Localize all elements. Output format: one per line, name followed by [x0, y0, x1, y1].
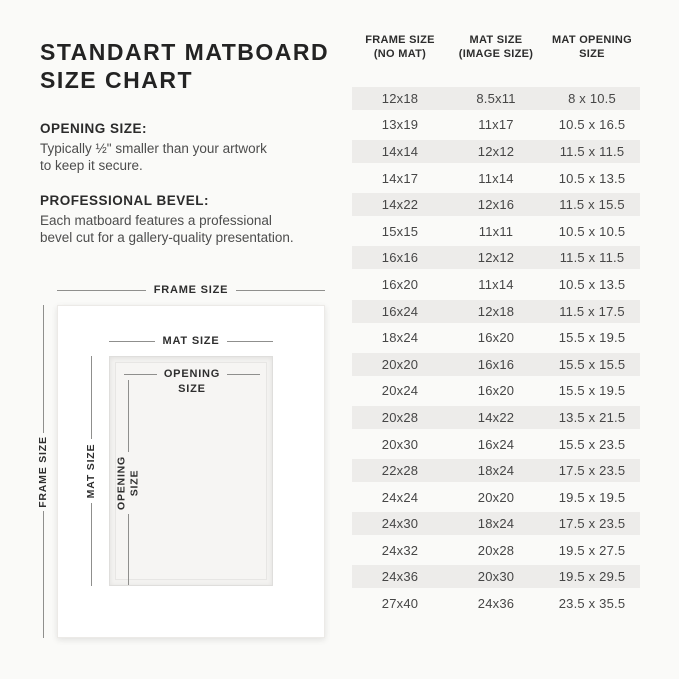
cell-frame-size: 20x20 — [381, 356, 419, 372]
frame-size-side-label: FRAME SIZE — [36, 305, 50, 638]
label-rule-line — [124, 374, 157, 375]
label-rule-line — [43, 305, 44, 433]
cell-frame-size: 14x17 — [381, 170, 419, 186]
cell-frame-size: 24x24 — [381, 489, 419, 505]
page-title — [40, 38, 329, 94]
label-rule-line — [91, 356, 92, 439]
cell-mat-opening-size: 11.5 x 15.5 — [559, 197, 625, 213]
cell-frame-size: 16x24 — [381, 303, 419, 319]
cell-mat-opening-size: 11.5 x 11.5 — [559, 250, 625, 266]
cell-mat-size: 12x12 — [477, 250, 515, 266]
cell-frame-size: 14x22 — [381, 197, 419, 213]
label-rule-line — [236, 290, 325, 291]
table-row — [352, 564, 640, 591]
cell-mat-size: 16x20 — [477, 383, 515, 399]
cell-mat-opening-size: 10.5 x 16.5 — [558, 117, 626, 133]
table-row — [352, 537, 640, 564]
table-row — [352, 298, 640, 325]
cell-mat-opening-size: 15.5 x 19.5 — [558, 330, 626, 346]
cell-mat-opening-size: 19.5 x 19.5 — [558, 489, 626, 505]
table-row — [352, 138, 640, 165]
cell-mat-opening-size: 15.5 x 19.5 — [558, 383, 626, 399]
cell-mat-size: 8.5x11 — [476, 90, 516, 106]
size-table — [352, 33, 640, 617]
cell-mat-size: 11x14 — [478, 276, 514, 292]
opening-size-section — [40, 121, 352, 174]
label-rule-line — [109, 341, 155, 342]
header-mat-opening-size: MAT OPENING SIZE — [551, 34, 633, 60]
table-row — [352, 431, 640, 458]
cell-mat-opening-size: 17.5 x 23.5 — [558, 463, 626, 479]
mat-size-top-label: MAT SIZE — [109, 334, 273, 348]
table-row — [352, 457, 640, 484]
cell-frame-size: 24x30 — [381, 516, 419, 532]
label-rule-line — [57, 290, 146, 291]
cell-mat-opening-size: 10.5 x 10.5 — [558, 223, 626, 239]
cell-mat-size: 12x18 — [477, 303, 515, 319]
cell-mat-opening-size: 23.5 x 35.5 — [558, 596, 626, 612]
mat-diagram — [109, 356, 273, 586]
cell-mat-size: 11x17 — [478, 117, 514, 133]
cell-frame-size: 27x40 — [381, 596, 419, 612]
cell-mat-opening-size: 19.5 x 29.5 — [558, 569, 626, 585]
label-rule-line — [227, 341, 273, 342]
table-row — [352, 378, 640, 405]
label-rule-line — [128, 514, 129, 586]
cell-mat-size: 20x28 — [477, 542, 515, 558]
page-title-line1: STANDART MATBOARD — [40, 39, 330, 65]
frame-size-top-label: FRAME SIZE — [57, 283, 325, 297]
cell-mat-size: 18x24 — [477, 516, 515, 532]
cell-frame-size: 16x20 — [381, 276, 419, 292]
cell-frame-size: 18x24 — [381, 330, 419, 346]
header-frame-size: FRAME SIZE (NO MAT) — [365, 34, 435, 60]
cell-mat-size: 16x16 — [477, 356, 515, 372]
cell-mat-opening-size: 8 x 10.5 — [568, 90, 616, 106]
cell-mat-size: 12x16 — [477, 197, 515, 213]
professional-bevel-heading: PROFESSIONAL BEVEL: — [40, 193, 210, 208]
cell-mat-size: 16x24 — [477, 436, 515, 452]
cell-mat-size: 18x24 — [477, 463, 515, 479]
opening-size-description: Typically ½" smaller than your artwork to keep it secure. — [40, 141, 267, 173]
cell-mat-size: 14x22 — [477, 409, 515, 425]
cell-mat-size: 16x20 — [477, 330, 515, 346]
label-rule-line — [227, 374, 260, 375]
table-row — [352, 191, 640, 218]
mat-size-side-label: MAT SIZE — [84, 356, 98, 586]
table-row — [352, 218, 640, 245]
cell-mat-opening-size: 10.5 x 13.5 — [558, 170, 626, 186]
cell-frame-size: 15x15 — [381, 223, 419, 239]
cell-mat-opening-size: 19.5 x 27.5 — [558, 542, 626, 558]
table-row — [352, 511, 640, 538]
cell-frame-size: 12x18 — [381, 90, 419, 106]
opening-size-side-label: OPENING SIZE — [113, 380, 143, 585]
table-row — [352, 404, 640, 431]
cell-frame-size: 20x30 — [381, 436, 419, 452]
table-row — [352, 271, 640, 298]
label-rule-line — [128, 380, 129, 452]
cell-frame-size: 22x28 — [381, 463, 419, 479]
table-row — [352, 112, 640, 139]
cell-mat-size: 24x36 — [477, 596, 515, 612]
professional-bevel-description: Each matboard features a professional bevel cut for a gallery-quality presentation. — [40, 213, 294, 245]
table-header-row — [352, 33, 640, 61]
cell-mat-opening-size: 10.5 x 13.5 — [558, 276, 626, 292]
header-mat-size: MAT SIZE (IMAGE SIZE) — [458, 34, 534, 60]
cell-mat-size: 11x11 — [478, 223, 514, 239]
cell-mat-size: 12x12 — [477, 143, 515, 159]
opening-size-heading: OPENING SIZE: — [40, 121, 148, 136]
frame-diagram — [57, 305, 325, 638]
cell-mat-opening-size: 15.5 x 23.5 — [558, 436, 626, 452]
professional-bevel-section — [40, 193, 352, 246]
cell-frame-size: 24x36 — [381, 569, 419, 585]
cell-mat-opening-size: 15.5 x 15.5 — [558, 356, 626, 372]
cell-frame-size: 20x28 — [381, 409, 419, 425]
table-row — [352, 484, 640, 511]
cell-mat-size: 20x20 — [477, 489, 515, 505]
label-rule-line — [91, 503, 92, 586]
cell-frame-size: 14x14 — [381, 143, 419, 159]
table-row — [352, 245, 640, 272]
table-row — [352, 165, 640, 192]
cell-mat-opening-size: 11.5 x 17.5 — [559, 303, 625, 319]
page-title-line2: SIZE CHART — [40, 67, 193, 93]
opening-size-top-label: OPENING SIZE — [124, 367, 260, 397]
table-row — [352, 324, 640, 351]
cell-frame-size: 20x24 — [381, 383, 419, 399]
cell-mat-opening-size: 11.5 x 11.5 — [559, 143, 625, 159]
cell-frame-size: 13x19 — [381, 117, 419, 133]
cell-frame-size: 16x16 — [381, 250, 419, 266]
label-rule-line — [43, 511, 44, 639]
table-row — [352, 351, 640, 378]
cell-mat-opening-size: 13.5 x 21.5 — [558, 409, 626, 425]
table-body — [352, 85, 640, 617]
cell-mat-size: 11x14 — [478, 170, 514, 186]
cell-mat-opening-size: 17.5 x 23.5 — [558, 516, 626, 532]
cell-mat-size: 20x30 — [477, 569, 515, 585]
table-row — [352, 590, 640, 617]
table-row — [352, 85, 640, 112]
cell-frame-size: 24x32 — [381, 542, 419, 558]
